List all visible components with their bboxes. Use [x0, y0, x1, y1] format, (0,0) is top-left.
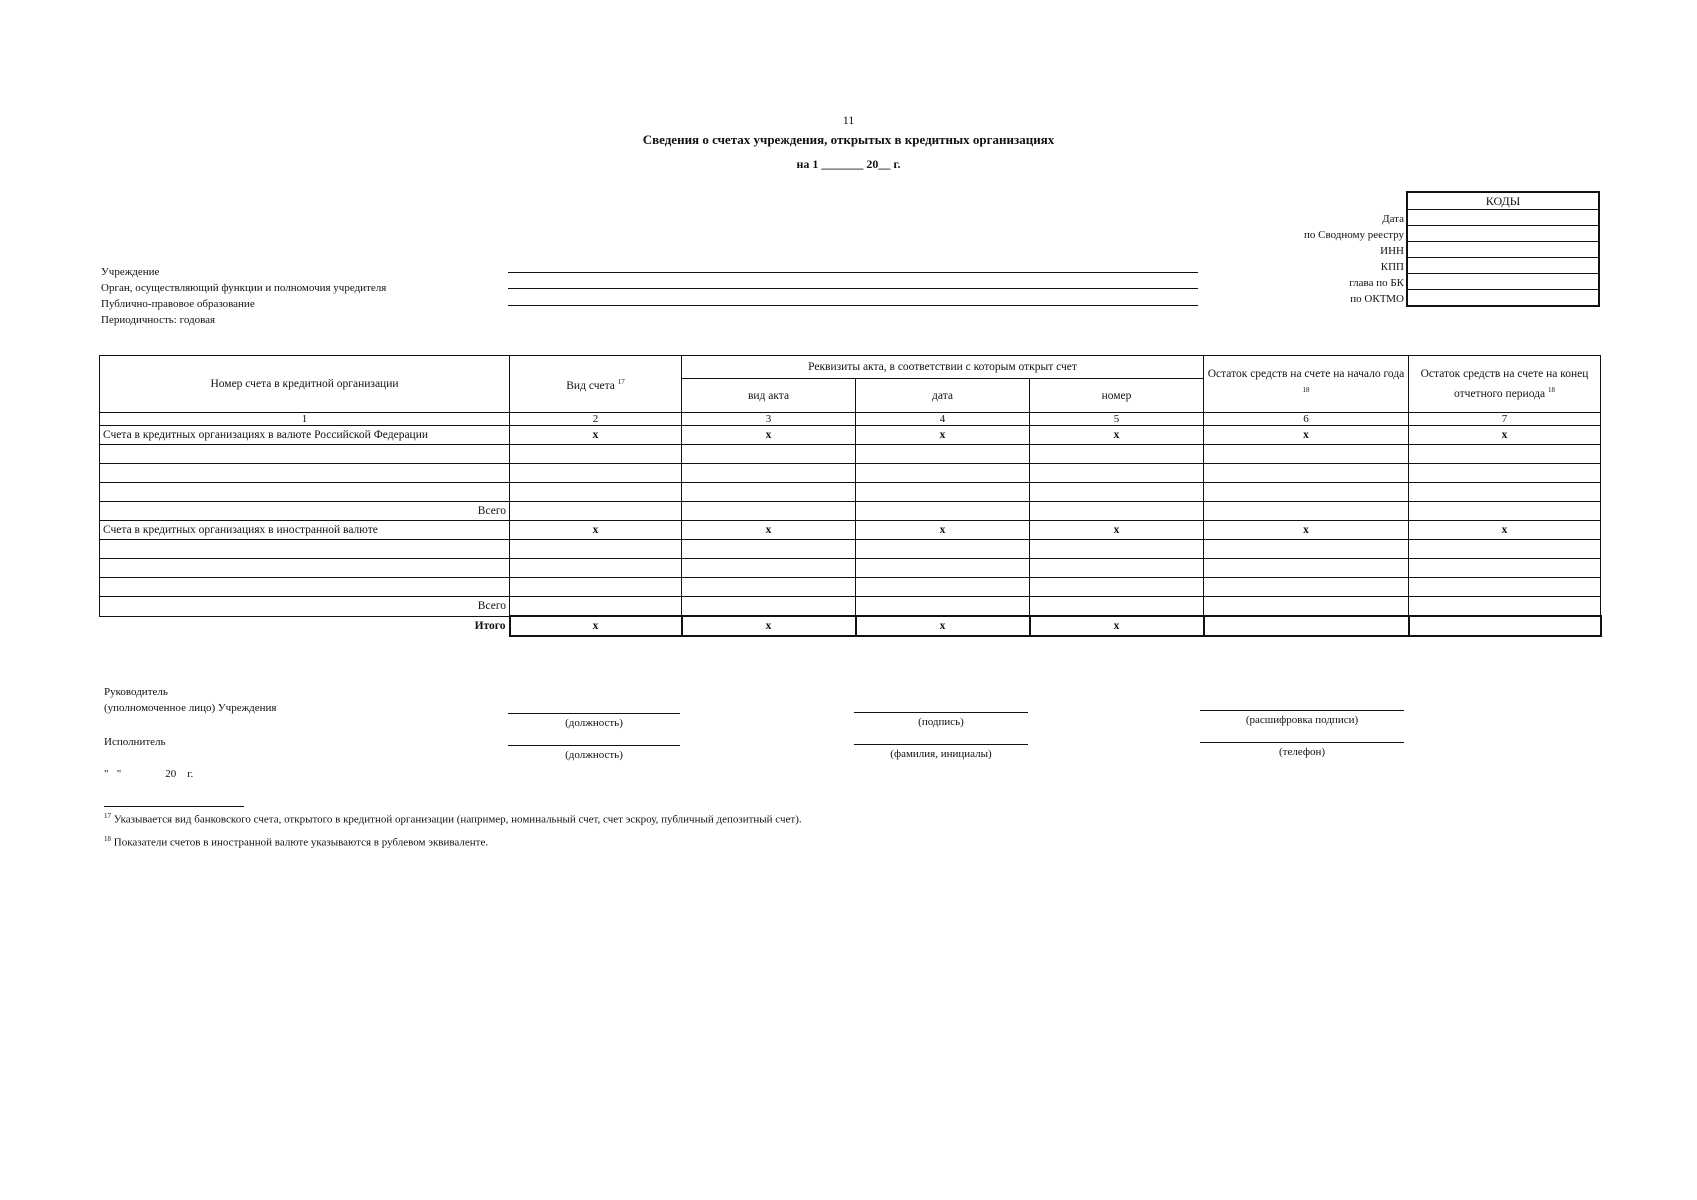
table-cell[interactable] — [1409, 597, 1601, 617]
table-row[interactable] — [100, 540, 1601, 559]
code-bk-field[interactable] — [1408, 274, 1598, 290]
x-mark: x — [856, 616, 1030, 636]
section-rub-label: Счета в кредитных организациях в валюте Российской Федерации — [100, 426, 510, 445]
table-cell[interactable] — [1030, 559, 1204, 578]
x-mark: x — [1030, 616, 1204, 636]
table-cell[interactable] — [1409, 559, 1601, 578]
table-cell[interactable] — [1409, 502, 1601, 521]
table-cell[interactable] — [856, 597, 1030, 617]
table-cell[interactable] — [1204, 445, 1409, 464]
table-cell[interactable] — [1204, 502, 1409, 521]
column-number: 2 — [510, 413, 682, 426]
executor-position-line[interactable] — [508, 745, 680, 746]
table-cell[interactable] — [682, 597, 856, 617]
table-cell[interactable] — [510, 540, 682, 559]
code-inn-field[interactable] — [1408, 242, 1598, 258]
executor-phone-caption: (телефон) — [1278, 746, 1326, 758]
subtotal-row — [100, 597, 1601, 617]
table-cell[interactable] — [100, 540, 510, 559]
table-cell[interactable] — [510, 597, 682, 617]
table-cell[interactable] — [682, 483, 856, 502]
column-number: 3 — [682, 413, 856, 426]
table-cell[interactable] — [1409, 483, 1601, 502]
x-mark: x — [1409, 426, 1601, 445]
table-cell[interactable] — [510, 483, 682, 502]
table-cell[interactable] — [1204, 464, 1409, 483]
table-cell[interactable] — [1204, 540, 1409, 559]
grand-total-row — [100, 616, 1601, 636]
subtotal-row — [100, 502, 1601, 521]
table-cell[interactable] — [1030, 483, 1204, 502]
head-sublabel: (уполномоченное лицо) Учреждения — [104, 702, 277, 714]
code-oktmo-field[interactable] — [1408, 290, 1598, 305]
table-cell[interactable] — [510, 464, 682, 483]
column-number: 7 — [1409, 413, 1601, 426]
table-cell[interactable] — [100, 578, 510, 597]
table-cell[interactable] — [856, 502, 1030, 521]
table-row[interactable] — [100, 445, 1601, 464]
table-cell[interactable] — [682, 578, 856, 597]
institution-input-line[interactable] — [508, 272, 1198, 273]
page-number: 11 — [842, 113, 855, 127]
table-row[interactable] — [100, 483, 1601, 502]
grand-total-label: Итого — [100, 616, 510, 636]
codes-box — [1406, 191, 1600, 307]
x-mark: x — [682, 521, 856, 540]
table-cell[interactable] — [856, 464, 1030, 483]
table-row[interactable] — [100, 464, 1601, 483]
codes-label: ИНН — [1380, 245, 1404, 257]
page-title: Сведения о счетах учреждения, открытых в кредитных организациях — [642, 132, 1055, 147]
table-cell[interactable] — [856, 445, 1030, 464]
table-cell[interactable] — [856, 540, 1030, 559]
col-header-opening-balance — [1204, 356, 1409, 413]
table-cell[interactable] — [682, 502, 856, 521]
table-row[interactable] — [100, 559, 1601, 578]
grand-total-closing-cell[interactable] — [1409, 616, 1601, 636]
table-cell[interactable] — [1204, 483, 1409, 502]
footnote-mark: 18 — [104, 835, 111, 843]
column-number: 4 — [856, 413, 1030, 426]
col-header-account-type-text: Вид счета — [566, 379, 615, 392]
signature-date-stub: " " 20 г. — [104, 768, 194, 780]
codes-label: по ОКТМО — [1350, 293, 1404, 305]
table-cell[interactable] — [1030, 502, 1204, 521]
table-cell[interactable] — [856, 483, 1030, 502]
x-mark: x — [1409, 521, 1601, 540]
footnote-ref-17: 17 — [617, 378, 625, 387]
x-mark: x — [1204, 521, 1409, 540]
codes-label: КПП — [1380, 261, 1404, 273]
codes-label: по Сводному реестру — [1304, 229, 1404, 241]
x-mark: x — [510, 426, 682, 445]
section-foreign-label: Счета в кредитных организациях в иностранной валюте — [100, 521, 510, 540]
x-mark: x — [856, 426, 1030, 445]
col-header-account-type — [510, 356, 682, 413]
table-cell[interactable] — [100, 464, 510, 483]
grand-total-opening-cell[interactable] — [1204, 616, 1409, 636]
table-row — [100, 426, 1601, 445]
column-number: 1 — [100, 413, 510, 426]
table-cell[interactable] — [510, 445, 682, 464]
founder-input-line[interactable] — [508, 288, 1198, 289]
footnote-17 — [104, 812, 802, 826]
x-mark: x — [856, 521, 1030, 540]
col-header-act-details: Реквизиты акта, в соответствии с которым открыт счет — [682, 356, 1204, 379]
executor-phone-line[interactable] — [1200, 742, 1404, 743]
col-header-closing-balance — [1409, 356, 1601, 413]
executor-label: Исполнитель — [104, 736, 166, 748]
accounts-table — [99, 355, 1602, 637]
subtotal-label: Всего — [100, 502, 510, 521]
table-cell[interactable] — [1204, 578, 1409, 597]
table-cell[interactable] — [1030, 578, 1204, 597]
head-signature-caption: (подпись) — [918, 716, 964, 728]
table-cell[interactable] — [1409, 464, 1601, 483]
footnote-ref-18: 18 — [1302, 386, 1310, 395]
head-signature-line[interactable] — [854, 712, 1028, 713]
table-cell[interactable] — [682, 445, 856, 464]
column-number: 5 — [1030, 413, 1204, 426]
head-position-caption: (должность) — [565, 717, 623, 729]
codes-label: Дата — [1382, 213, 1404, 225]
footnote-text: Показатели счетов в иностранной валюте указываются в рублевом эквиваленте. — [113, 836, 489, 849]
x-mark: x — [1204, 426, 1409, 445]
periodicity-label: Периодичность: годовая — [101, 314, 216, 326]
report-date-line: на 1 _______ 20__ г. — [796, 157, 901, 171]
table-cell[interactable] — [1030, 445, 1204, 464]
founder-label: Орган, осуществляющий функции и полномочия учредителя — [101, 282, 387, 294]
public-entity-label: Публично-правовое образование — [101, 298, 255, 310]
table-cell[interactable] — [1409, 540, 1601, 559]
table-cell[interactable] — [856, 559, 1030, 578]
footnote-18 — [104, 835, 488, 849]
column-number: 6 — [1204, 413, 1409, 426]
x-mark: x — [510, 616, 682, 636]
institution-label: Учреждение — [101, 266, 160, 278]
col-header-act-date: дата — [856, 379, 1030, 413]
table-cell[interactable] — [100, 445, 510, 464]
codes-title: КОДЫ — [1408, 193, 1598, 210]
public-entity-input-line[interactable] — [508, 305, 1198, 306]
table-cell[interactable] — [510, 502, 682, 521]
table-cell[interactable] — [510, 578, 682, 597]
column-numbers-row — [100, 413, 1601, 426]
table-cell[interactable] — [1030, 597, 1204, 617]
x-mark: x — [1030, 426, 1204, 445]
table-cell[interactable] — [682, 540, 856, 559]
footnote-divider — [104, 806, 244, 807]
x-mark: x — [682, 616, 856, 636]
code-kpp-field[interactable] — [1408, 258, 1598, 274]
table-cell[interactable] — [1204, 597, 1409, 617]
head-label: Руководитель — [104, 686, 168, 698]
col-header-act-number: номер — [1030, 379, 1204, 413]
table-cell[interactable] — [682, 464, 856, 483]
executor-name-line[interactable] — [854, 744, 1028, 745]
table-cell[interactable] — [1030, 464, 1204, 483]
table-cell[interactable] — [1030, 540, 1204, 559]
x-mark: x — [1030, 521, 1204, 540]
col-header-act-type: вид акта — [682, 379, 856, 413]
footnote-ref-18: 18 — [1547, 386, 1555, 395]
table-row[interactable] — [100, 578, 1601, 597]
x-mark: x — [682, 426, 856, 445]
codes-labels — [1180, 211, 1404, 307]
x-mark: x — [510, 521, 682, 540]
footnote-mark: 17 — [104, 812, 111, 820]
col-header-opening-balance-text: Остаток средств на счете на начало года — [1207, 368, 1405, 381]
head-position-line[interactable] — [508, 713, 680, 714]
head-decoding-line[interactable] — [1200, 710, 1404, 711]
executor-position-caption: (должность) — [565, 749, 623, 761]
table-cell[interactable] — [1409, 445, 1601, 464]
footnote-text: Указывается вид банковского счета, открытого в кредитной организации (например, номинальный счет, счет эскроу, публичный депозитный счет). — [113, 813, 802, 826]
code-registry-field[interactable] — [1408, 226, 1598, 242]
table-cell[interactable] — [1204, 559, 1409, 578]
code-date-field[interactable] — [1408, 210, 1598, 226]
col-header-closing-balance-text: Остаток средств на счете на конец отчетного периода — [1420, 368, 1589, 400]
table-cell[interactable] — [682, 559, 856, 578]
table-cell[interactable] — [856, 578, 1030, 597]
table-cell[interactable] — [100, 559, 510, 578]
subtotal-label: Всего — [100, 597, 510, 617]
table-cell[interactable] — [100, 483, 510, 502]
table-cell[interactable] — [1409, 578, 1601, 597]
executor-name-caption: (фамилия, инициалы) — [890, 748, 992, 760]
table-cell[interactable] — [510, 559, 682, 578]
codes-label: глава по БК — [1349, 277, 1404, 289]
head-decoding-caption: (расшифровка подписи) — [1245, 714, 1359, 726]
table-row — [100, 521, 1601, 540]
col-header-account-number: Номер счета в кредитной организации — [100, 356, 510, 413]
